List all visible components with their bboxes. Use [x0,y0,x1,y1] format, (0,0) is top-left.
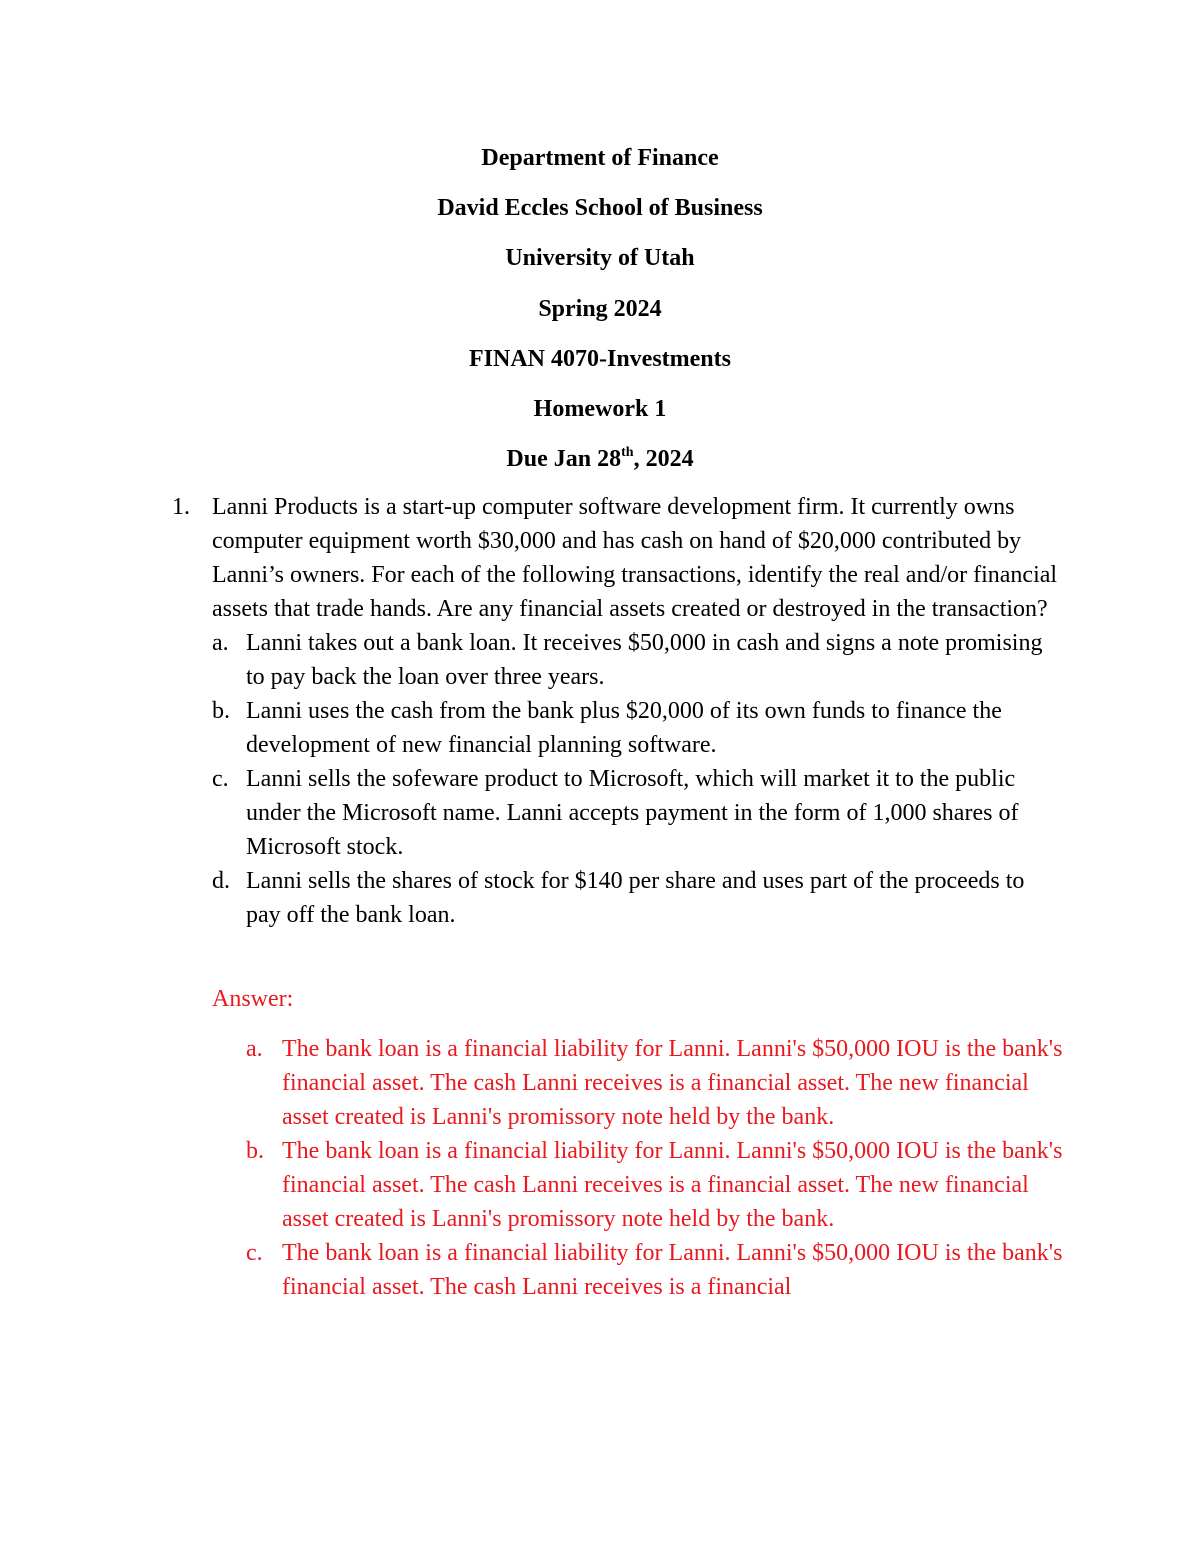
question-number: 1. [172,494,190,520]
question-part-d [160,864,1060,932]
part-text: Lanni uses the cash from the bank plus $20,000 of its own funds to finance the development of new financial planning software. [246,698,1002,758]
answer-letter: a. [246,1036,263,1062]
department-title: Department of Finance [481,145,719,171]
question-part-c [160,762,1060,864]
answer-text: The bank loan is a financial liability for Lanni. Lanni's $50,000 IOU is the bank's financial asset. The cash Lanni receives is a financial asset. The new financial asset created is Lanni's promissory note held by the bank. [282,1138,1063,1232]
due-date [0,441,1200,491]
due-date-superscript: th [621,445,634,461]
part-text: Lanni takes out a bank loan. It receives $50,000 in cash and signs a note promising to pay back the loan over three years. [246,630,1043,690]
document-header [0,140,1200,491]
part-text: Lanni sells the shares of stock for $140 per share and uses part of the proceeds to pay off the bank loan. [246,868,1025,928]
question-part-a [160,626,1060,694]
due-date-suffix: , 2024 [633,446,694,473]
answer-text: The bank loan is a financial liability for Lanni. Lanni's $50,000 IOU is the bank's financial asset. The cash Lanni receives is a financial asset. The new financial asset created is Lanni's promissory note held by the bank. [282,1036,1063,1130]
due-date-prefix: Due Jan 28 [506,446,622,473]
question-stem [160,490,1060,626]
university-title: University of Utah [505,245,695,272]
question-1 [160,490,1060,932]
question-part-b [160,694,1060,762]
answer-list [212,1032,1072,1304]
question-parts [160,626,1060,932]
part-text: Lanni sells the sofeware product to Microsoft, which will market it to the public under the Microsoft name. Lanni accepts payment in the form of 1,000 shares of Microsoft stock. [246,766,1019,860]
part-letter: c. [212,766,229,792]
part-letter: d. [212,868,230,894]
course-title: FINAN 4070-Investments [469,345,731,372]
assignment-title: Homework 1 [533,395,667,422]
answer-letter: b. [246,1138,264,1164]
answer-item-b [212,1134,1072,1236]
part-letter: b. [212,698,230,724]
part-letter: a. [212,630,229,656]
school-title: David Eccles School of Business [437,195,763,222]
term-title: Spring 2024 [538,295,662,322]
answer-heading: Answer: [212,986,294,1012]
answer-item-a [212,1032,1072,1134]
answer-letter: c. [246,1240,263,1266]
answer-item-c [212,1236,1072,1304]
question-text: Lanni Products is a start-up computer software development firm. It currently owns computer equipment worth $30,000 and has cash on hand of $20,000 contributed by Lanni’s owners. For each of the following transactions, identify the real and/or financial assets that trade hands. Are any financial assets created or destroyed in the transaction? [212,494,1058,622]
answer-text: The bank loan is a financial liability for Lanni. Lanni's $50,000 IOU is the bank's financial asset. The cash Lanni receives is a financial [282,1240,1063,1300]
